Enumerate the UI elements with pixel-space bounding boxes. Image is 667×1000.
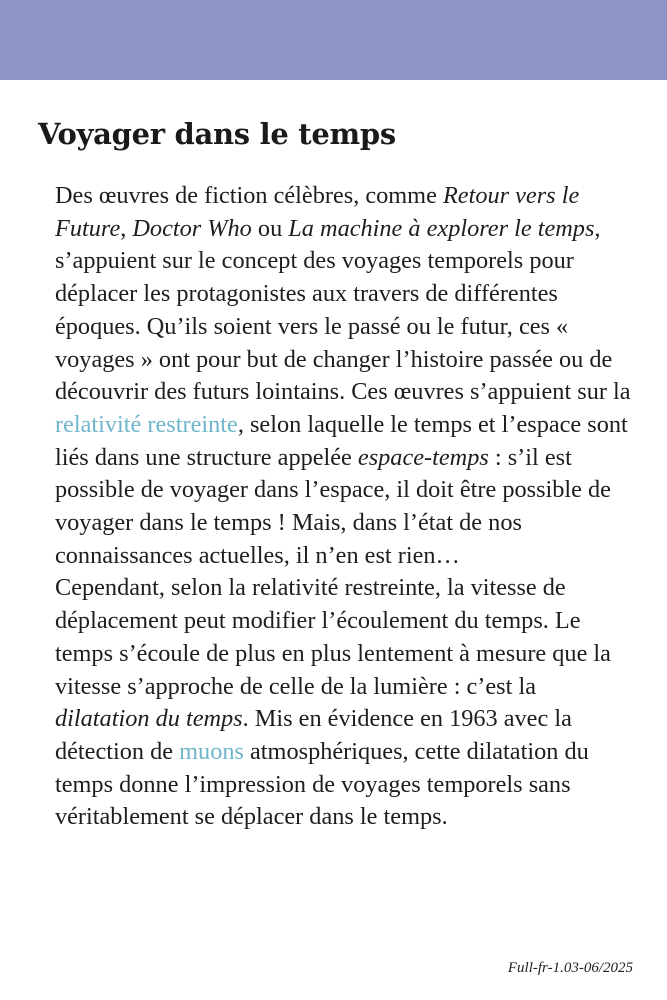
text-segment: : s’il est possible de voyager dans l’espace, il doit être possible de voyager dans le temps ! Mais, dans l’état de nos connaissances actuelles, il n’en est rien…: [55, 443, 611, 569]
work-title-time-machine: La machine à explorer le temps: [288, 214, 595, 242]
paragraph-dilatation: [55, 572, 635, 834]
link-muons[interactable]: muons: [179, 737, 244, 765]
text-segment: Cependant, selon la relativité restreinte, la vitesse de déplacement peut modifier l’écoulement du temps. Le temps s’écoule de plus en plus lentement à mesure que la vitesse s’approche de celle de la lumière : c’est la: [55, 574, 611, 700]
work-title-back-to-the-future: Retour vers le Future: [55, 182, 580, 242]
term-dilatation-du-temps: dilatation du temps: [55, 705, 243, 733]
text-segment: atmosphériques, cette dilatation du temps donne l’impression de voyages temporels sans véritablement se déplacer dans le temps.: [55, 737, 589, 831]
header-band: [0, 0, 667, 80]
article-body: [55, 180, 635, 834]
text-segment: , selon laquelle le temps et l’espace sont liés dans une structure appelée: [55, 410, 628, 471]
text-segment: , s’appuient sur le concept des voyages temporels pour déplacer les protagonistes aux travers de différentes époques. Qu’ils soient vers le passé ou le futur, ces « voyages » ont pour but de changer l’histoire passée ou de découvrir des futurs lointains. Ces œuvres s’appuient sur la: [55, 214, 631, 406]
text-segment: . Mis en évidence en 1963 avec la détection de: [55, 705, 572, 765]
term-espace-temps: espace-temps: [357, 443, 489, 471]
work-title-doctor-who: Doctor Who: [132, 214, 252, 242]
text-segment: ou: [251, 214, 289, 242]
paragraph-fiction: [55, 180, 635, 572]
link-relativite-restreinte[interactable]: relativité restreinte: [55, 410, 238, 438]
version-footer: Full-fr-1.03-06/2025: [507, 960, 633, 976]
text-segment: ,: [120, 214, 133, 242]
text-segment: Des œuvres de fiction célèbres, comme: [55, 182, 443, 209]
page-title: Voyager dans le temps: [38, 117, 396, 151]
